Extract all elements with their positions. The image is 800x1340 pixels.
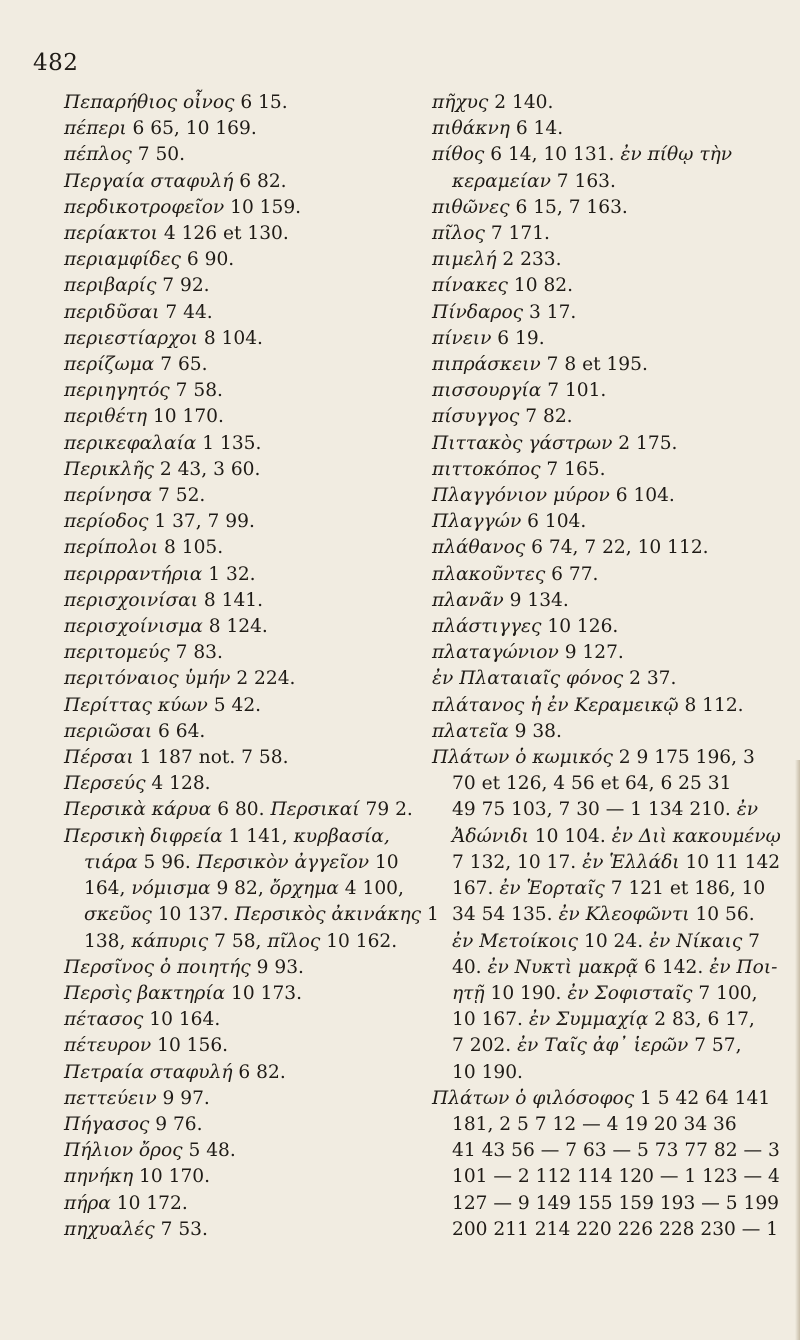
index-entry bbox=[432, 1191, 779, 1217]
index-term: Περσικαί bbox=[270, 799, 360, 821]
index-term: Πιττακὸς γάστρων bbox=[432, 432, 613, 454]
index-reference: 1 141, bbox=[222, 825, 294, 847]
index-entry bbox=[64, 90, 382, 116]
index-entry bbox=[64, 1060, 382, 1086]
index-entry bbox=[432, 981, 758, 1007]
index-reference: 10 156. bbox=[151, 1035, 229, 1057]
index-entry bbox=[432, 1086, 771, 1112]
index-reference: 7 165. bbox=[540, 458, 606, 480]
index-reference: 7 171. bbox=[484, 223, 550, 245]
index-term: Πλαγγών bbox=[432, 511, 522, 533]
index-term: πιθῶνες bbox=[432, 196, 510, 218]
index-term: περιδῦσαι bbox=[64, 301, 160, 323]
index-term: πῆχυς bbox=[432, 92, 489, 113]
index-term: πέπερι bbox=[64, 118, 127, 140]
index-entry bbox=[64, 824, 390, 850]
index-term: Περσικὸς ἀκινάκης bbox=[234, 904, 422, 926]
index-reference: 6 90. bbox=[180, 249, 235, 271]
index-reference: 10 126. bbox=[541, 616, 619, 638]
index-entry bbox=[432, 1112, 748, 1138]
index-reference: 34 54 135. bbox=[452, 904, 559, 926]
index-term: πέτευρον bbox=[64, 1035, 152, 1057]
index-entry bbox=[432, 929, 761, 955]
index-reference: 1 5 42 64 141 bbox=[634, 1087, 771, 1109]
index-entry bbox=[64, 352, 382, 378]
index-term: ἐν Κλεοφῶντι bbox=[558, 904, 690, 926]
index-reference: 6 142. bbox=[638, 956, 710, 978]
index-entry bbox=[432, 640, 748, 666]
index-reference: 1 32. bbox=[202, 563, 256, 585]
index-reference: 10 170. bbox=[147, 406, 224, 428]
index-term: ἐν Ποι- bbox=[709, 956, 778, 978]
index-reference: 10 164. bbox=[143, 1009, 221, 1031]
index-term: ἐν Σοφισταῖς bbox=[567, 982, 693, 1004]
index-entry bbox=[432, 1060, 748, 1086]
index-reference: 7 58. bbox=[169, 380, 223, 402]
index-entry bbox=[64, 1112, 382, 1138]
index-entry bbox=[64, 378, 382, 404]
index-reference: 6 14, 10 131. bbox=[484, 144, 621, 166]
index-entry bbox=[432, 876, 766, 902]
index-reference: 7 57, bbox=[688, 1035, 742, 1057]
index-reference: 6 82. bbox=[232, 1061, 286, 1083]
index-reference: 8 105. bbox=[158, 537, 224, 559]
index-reference: 1 37, 7 99. bbox=[148, 511, 255, 533]
index-term: πιπράσκειν bbox=[432, 354, 541, 376]
index-term: Περσικὰ κάρυα bbox=[64, 799, 212, 821]
index-reference: 8 124. bbox=[202, 616, 268, 638]
index-term: περιαμφίδες bbox=[64, 249, 181, 271]
index-reference: 7 52. bbox=[152, 485, 206, 507]
index-entry bbox=[432, 535, 748, 561]
index-term: πίθος bbox=[432, 144, 485, 166]
page-number: 482 bbox=[33, 50, 79, 76]
index-term: περιεστίαρχοι bbox=[64, 327, 198, 349]
index-reference: 138, bbox=[84, 930, 132, 952]
index-entry bbox=[64, 929, 398, 955]
index-reference: 40. bbox=[452, 956, 488, 978]
index-reference: 6 77. bbox=[545, 563, 599, 585]
index-term: Πίνδαρος bbox=[432, 301, 524, 323]
index-entry bbox=[64, 614, 382, 640]
index-term: Περσικὴ διφρεία bbox=[64, 825, 223, 847]
index-reference: 6 15. bbox=[234, 92, 288, 113]
index-entry bbox=[432, 1007, 755, 1033]
index-term: περιηγητός bbox=[64, 380, 170, 402]
index-column-right bbox=[432, 90, 781, 1243]
index-entry bbox=[64, 116, 382, 142]
index-entry bbox=[432, 221, 748, 247]
index-reference: 2 83, 6 17, bbox=[648, 1009, 755, 1031]
index-term: περίοδος bbox=[64, 511, 149, 533]
index-term: Πέρσαι bbox=[64, 747, 134, 769]
index-term: πεττεύειν bbox=[64, 1087, 157, 1109]
index-term: Περγαία σταφυλή bbox=[64, 170, 234, 192]
index-reference: 6 74, 7 22, 10 112. bbox=[525, 537, 709, 559]
index-reference: 9 76. bbox=[149, 1113, 203, 1135]
index-term: περίπολοι bbox=[64, 537, 159, 559]
index-entry bbox=[432, 142, 748, 168]
index-entry bbox=[64, 1164, 382, 1190]
index-term: ἐν Ἑλλάδι bbox=[582, 851, 680, 873]
index-entry bbox=[64, 404, 382, 430]
index-term: πῖλος bbox=[267, 930, 321, 952]
index-term: πέπλος bbox=[64, 144, 132, 166]
index-term: περδικοτροφεῖον bbox=[64, 196, 225, 218]
index-reference: 1 187 not. 7 58. bbox=[133, 747, 289, 769]
index-term: Πετραία σταφυλή bbox=[64, 1061, 233, 1083]
index-reference: 200 211 214 220 226 228 230 — 1 bbox=[452, 1218, 779, 1240]
index-term: πίσυγγος bbox=[432, 406, 520, 428]
index-entry bbox=[64, 169, 382, 195]
index-entry bbox=[432, 693, 748, 719]
index-term: περισχοίνισμα bbox=[64, 616, 203, 638]
index-term: περιρραντήρια bbox=[64, 563, 203, 585]
index-entry bbox=[64, 640, 382, 666]
index-term: περισχοινίσαι bbox=[64, 589, 198, 611]
index-term: Περσικὸν ἀγγεῖον bbox=[196, 851, 370, 873]
index-entry bbox=[64, 902, 439, 928]
index-reference: 2 37. bbox=[623, 668, 677, 690]
index-entry bbox=[432, 588, 748, 614]
index-reference: 7 58, bbox=[208, 930, 268, 952]
index-entry bbox=[432, 745, 755, 771]
index-reference: 4 126 et 130. bbox=[157, 223, 289, 245]
index-term: νόμισμα bbox=[131, 878, 211, 900]
index-reference: 7 101. bbox=[541, 380, 607, 402]
index-term: κυρβασία, bbox=[293, 825, 390, 847]
index-reference: 79 2. bbox=[359, 799, 413, 821]
index-term: πίνακες bbox=[432, 275, 508, 297]
index-term: περιτόναιος ὑμήν bbox=[64, 668, 231, 690]
index-reference: 9 127. bbox=[558, 642, 624, 664]
index-reference: 7 65. bbox=[154, 354, 208, 376]
index-reference: 10 172. bbox=[110, 1192, 188, 1214]
index-term: ἐν bbox=[736, 799, 758, 821]
index-term: σκεῦος bbox=[84, 904, 152, 926]
index-entry bbox=[64, 247, 382, 273]
index-reference: 7 8 et 195. bbox=[540, 354, 648, 376]
index-entry bbox=[64, 1217, 382, 1243]
index-reference: 6 64. bbox=[152, 720, 206, 742]
index-entry bbox=[432, 116, 748, 142]
index-entry bbox=[432, 326, 748, 352]
index-term: Πεπαρήθιος οἶνος bbox=[64, 92, 235, 113]
index-reference: 10 56. bbox=[689, 904, 755, 926]
index-reference: 7 82. bbox=[519, 406, 573, 428]
index-reference: 10 11 142 bbox=[679, 851, 781, 873]
index-reference: 6 104. bbox=[521, 511, 587, 533]
index-entry bbox=[64, 876, 404, 902]
index-term: Πλάτων ὁ φιλόσοφος bbox=[432, 1087, 635, 1109]
index-term: ἐν Διὶ κακουμένῳ bbox=[611, 825, 781, 847]
index-term: ἐν Νίκαις bbox=[649, 930, 743, 952]
index-entry bbox=[64, 326, 382, 352]
index-entry bbox=[64, 693, 382, 719]
index-term: ἐν πίθῳ τὴν bbox=[620, 144, 733, 166]
index-reference: 5 48. bbox=[182, 1140, 236, 1162]
index-reference: 101 — 2 112 114 120 — 1 123 — 4 bbox=[452, 1166, 780, 1188]
index-term: Περίττας κύων bbox=[64, 694, 208, 716]
index-reference: 7 132, 10 17. bbox=[452, 851, 583, 873]
index-entry bbox=[432, 195, 748, 221]
index-reference: 7 202. bbox=[452, 1035, 518, 1057]
index-entry bbox=[64, 535, 382, 561]
index-reference: 7 100, bbox=[692, 982, 758, 1004]
index-reference: 2 224. bbox=[230, 668, 296, 690]
index-term: ἐν Συμμαχίᾳ bbox=[528, 1009, 649, 1031]
index-term: πλανᾶν bbox=[432, 589, 504, 611]
index-reference: 7 53. bbox=[154, 1218, 208, 1240]
index-entry bbox=[432, 1033, 748, 1059]
index-entry bbox=[432, 955, 778, 981]
index-entry bbox=[432, 509, 748, 535]
index-entry bbox=[64, 955, 382, 981]
index-term: πλακοῦντες bbox=[432, 563, 546, 585]
index-entry bbox=[432, 1164, 780, 1190]
index-entry bbox=[64, 588, 382, 614]
index-entry bbox=[64, 771, 382, 797]
index-reference: 10 24. bbox=[578, 930, 650, 952]
index-reference: 8 112. bbox=[678, 694, 744, 716]
index-term: πλάτανος ἡ ἐν Κεραμεικῷ bbox=[432, 694, 679, 716]
index-reference: 9 93. bbox=[250, 956, 304, 978]
index-reference: 7 44. bbox=[159, 301, 213, 323]
index-term: περιτομεύς bbox=[64, 642, 170, 664]
index-reference: 7 83. bbox=[169, 642, 223, 664]
index-entry bbox=[64, 797, 413, 823]
index-term: κεραμείαν bbox=[452, 170, 551, 192]
index-term: ητῇ bbox=[452, 982, 485, 1004]
index-reference: 10 167. bbox=[452, 1009, 529, 1031]
index-reference: 5 96. bbox=[137, 851, 197, 873]
index-reference: 8 104. bbox=[197, 327, 263, 349]
index-term: ἐν Ἑορταῖς bbox=[499, 878, 605, 900]
index-column-left bbox=[64, 90, 439, 1243]
index-reference: 7 50. bbox=[131, 144, 186, 166]
index-reference: 167. bbox=[452, 878, 500, 900]
index-reference: 4 100, bbox=[338, 878, 404, 900]
index-reference: 1 bbox=[421, 904, 439, 926]
index-reference: 7 163. bbox=[550, 170, 616, 192]
index-term: Πλάτων ὁ κωμικός bbox=[432, 747, 613, 769]
index-term: πηνήκη bbox=[64, 1166, 134, 1188]
index-entry bbox=[64, 981, 382, 1007]
index-entry bbox=[432, 1217, 779, 1243]
index-term: πήρα bbox=[64, 1192, 111, 1214]
index-entry bbox=[64, 431, 382, 457]
index-entry bbox=[64, 457, 382, 483]
index-reference: 2 140. bbox=[488, 92, 554, 113]
index-reference: 6 104. bbox=[609, 485, 675, 507]
index-term: πισσουργία bbox=[432, 380, 542, 402]
index-reference: 127 — 9 149 155 159 193 — 5 199 bbox=[452, 1192, 779, 1214]
index-entry bbox=[432, 902, 755, 928]
index-entry bbox=[432, 300, 748, 326]
index-term: πλάθανος bbox=[432, 537, 526, 559]
page-edge-shadow bbox=[795, 760, 800, 1340]
index-reference: 10 159. bbox=[224, 196, 302, 218]
index-entry bbox=[432, 483, 748, 509]
index-term: περιθέτη bbox=[64, 406, 148, 428]
index-entry bbox=[64, 1086, 382, 1112]
index-term: ἐν Νυκτὶ μακρᾷ bbox=[487, 956, 639, 978]
index-term: πιθάκνη bbox=[432, 118, 510, 140]
index-reference: 6 15, 7 163. bbox=[509, 196, 628, 218]
index-entry bbox=[432, 404, 748, 430]
index-reference: 1 135. bbox=[196, 432, 262, 454]
index-term: περίζωμα bbox=[64, 354, 155, 376]
index-term: πιμελή bbox=[432, 249, 497, 271]
index-entry bbox=[64, 562, 382, 588]
index-term: κάπυρις bbox=[131, 930, 209, 952]
index-term: πλατεῖα bbox=[432, 720, 509, 742]
index-entry bbox=[432, 562, 748, 588]
index-term: πλάστιγγες bbox=[432, 616, 542, 638]
index-term: ἐν Πλαταιαῖς φόνος bbox=[432, 668, 624, 690]
index-term: ὄρχημα bbox=[269, 878, 339, 900]
index-reference: 6 19. bbox=[491, 327, 545, 349]
index-reference: 2 175. bbox=[612, 432, 678, 454]
index-reference: 49 75 103, 7 30 — 1 134 210. bbox=[452, 799, 737, 821]
index-term: ἐν Ταῖς ἀφ᾽ ἱερῶν bbox=[517, 1035, 689, 1057]
index-term: περιῶσαι bbox=[64, 720, 153, 742]
index-entry bbox=[64, 1007, 382, 1033]
index-term: πηχυαλές bbox=[64, 1218, 155, 1240]
index-term: Περικλῆς bbox=[64, 458, 154, 480]
index-reference: 2 233. bbox=[496, 249, 562, 271]
index-entry bbox=[432, 614, 748, 640]
index-entry bbox=[64, 142, 382, 168]
index-term: Πήγασος bbox=[64, 1113, 150, 1135]
index-entry bbox=[64, 509, 382, 535]
index-reference: 10 bbox=[369, 851, 399, 873]
index-reference: 10 170. bbox=[133, 1166, 211, 1188]
index-reference: 9 82, bbox=[210, 878, 270, 900]
index-entry bbox=[432, 1138, 780, 1164]
index-term: πίνειν bbox=[432, 327, 492, 349]
index-reference: 9 97. bbox=[156, 1087, 210, 1109]
index-entry bbox=[64, 483, 382, 509]
index-reference: 6 14. bbox=[509, 118, 564, 140]
index-entry bbox=[432, 719, 748, 745]
index-reference: 4 128. bbox=[145, 773, 211, 795]
index-term: πέτασος bbox=[64, 1009, 144, 1031]
index-reference: 8 141. bbox=[198, 589, 264, 611]
index-entry bbox=[432, 90, 748, 116]
index-entry bbox=[432, 352, 748, 378]
index-term: τιάρα bbox=[84, 851, 138, 873]
index-term: Πήλιον ὄρος bbox=[64, 1140, 183, 1162]
index-reference: 6 82. bbox=[233, 170, 287, 192]
index-entry bbox=[64, 273, 382, 299]
index-entry bbox=[64, 850, 399, 876]
index-reference: 10 190. bbox=[452, 1061, 523, 1083]
index-entry bbox=[432, 378, 748, 404]
index-entry bbox=[64, 1191, 382, 1217]
index-entry bbox=[432, 247, 748, 273]
index-reference: 164, bbox=[84, 878, 132, 900]
index-term: πῖλος bbox=[432, 223, 485, 245]
index-reference: 10 173. bbox=[225, 982, 303, 1004]
index-entry bbox=[432, 457, 748, 483]
index-reference: 5 42. bbox=[207, 694, 262, 716]
index-entry bbox=[64, 745, 382, 771]
index-entry bbox=[432, 850, 781, 876]
index-reference: 10 137. bbox=[151, 904, 235, 926]
index-term: ἐν Μετοίκοις bbox=[452, 930, 579, 952]
index-term: πλαταγώνιον bbox=[432, 642, 559, 664]
index-reference: 6 65, 10 169. bbox=[126, 118, 257, 140]
index-reference: 10 82. bbox=[507, 275, 574, 297]
index-term: Περσὶς βακτηρία bbox=[64, 982, 226, 1004]
index-reference: 6 80. bbox=[211, 799, 271, 821]
index-term: Περσεύς bbox=[64, 773, 146, 795]
index-term: Ἀδώνιδι bbox=[452, 825, 529, 847]
index-term: Περσῖνος ὁ ποιητής bbox=[64, 956, 251, 978]
index-term: πιττοκόπος bbox=[432, 458, 541, 480]
index-reference: 7 bbox=[742, 930, 761, 952]
index-entry bbox=[64, 1033, 382, 1059]
index-reference: 181, 2 5 7 12 — 4 19 20 34 36 bbox=[452, 1113, 737, 1135]
index-reference: 7 121 et 186, 10 bbox=[604, 878, 766, 900]
index-entry bbox=[64, 195, 382, 221]
index-reference: 9 134. bbox=[503, 589, 569, 611]
index-entry bbox=[432, 797, 758, 823]
index-term: περικεφαλαία bbox=[64, 432, 197, 454]
index-term: Πλαγγόνιον μύρον bbox=[432, 485, 610, 507]
index-entry bbox=[432, 273, 748, 299]
index-reference: 2 43, 3 60. bbox=[153, 458, 261, 480]
index-reference: 2 9 175 196, 3 bbox=[612, 747, 755, 769]
index-entry bbox=[64, 1138, 382, 1164]
index-reference: 10 162. bbox=[320, 930, 398, 952]
index-entry bbox=[64, 666, 382, 692]
index-reference: 41 43 56 — 7 63 — 5 73 77 82 — 3 bbox=[452, 1140, 780, 1162]
index-entry bbox=[64, 300, 382, 326]
index-term: περίνησα bbox=[64, 485, 153, 507]
index-term: περίακτοι bbox=[64, 223, 158, 245]
index-reference: 10 190. bbox=[484, 982, 568, 1004]
index-reference: 10 104. bbox=[528, 825, 612, 847]
index-entry bbox=[432, 771, 748, 797]
index-reference: 70 et 126, 4 56 et 64, 6 25 31 bbox=[452, 773, 732, 795]
index-entry bbox=[432, 169, 748, 195]
index-entry bbox=[432, 666, 748, 692]
index-term: περιβαρίς bbox=[64, 275, 157, 297]
index-entry bbox=[64, 719, 382, 745]
index-entry bbox=[64, 221, 382, 247]
index-reference: 3 17. bbox=[523, 301, 577, 323]
index-entry bbox=[432, 824, 781, 850]
index-entry bbox=[432, 431, 748, 457]
index-reference: 9 38. bbox=[508, 720, 562, 742]
index-reference: 7 92. bbox=[156, 275, 210, 297]
